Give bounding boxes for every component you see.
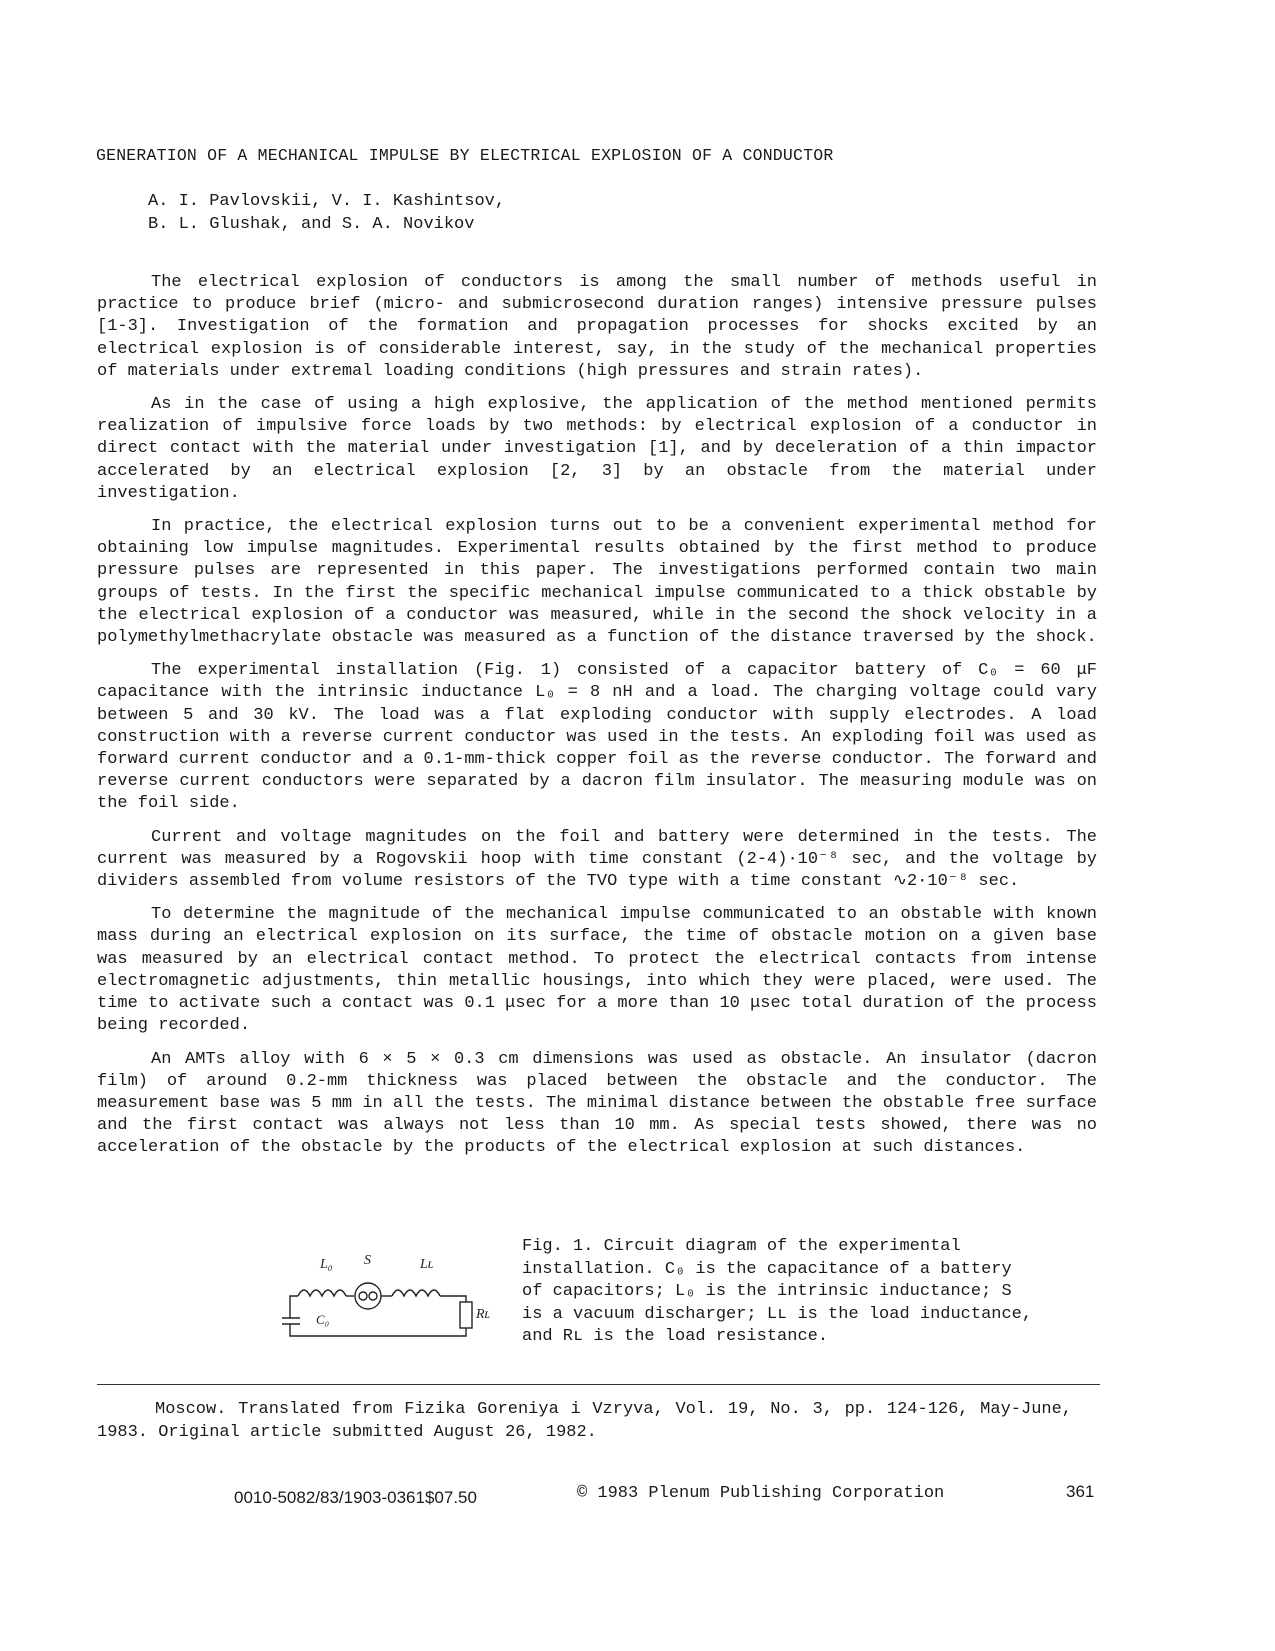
- inductor-l0: [298, 1290, 346, 1296]
- label-c0: C₀: [316, 1312, 330, 1327]
- inductor-ll: [392, 1290, 440, 1296]
- label-l0: L₀: [320, 1257, 333, 1272]
- article-code: 0010-5082/83/1903-0361$07.50: [234, 1488, 477, 1507]
- authors-line-2: B. L. Glushak, and S. A. Novikov: [148, 215, 475, 234]
- paragraph: As in the case of using a high explosive, the application of the method mentioned permits realization of impulsive force loads by two methods: by electrical explosion of a conductor in direct contact with the material under investigation [1], and by deceleration of a thin impactor accelerated by an electrical explosion [2, 3] by an obstacle from the material under investigation.: [97, 395, 1097, 503]
- label-ll: Lʟ: [420, 1257, 434, 1272]
- label-rl: Rʟ: [476, 1307, 491, 1322]
- page-number: 361: [1066, 1482, 1095, 1501]
- paragraph: The experimental installation (Fig. 1) consisted of a capacitor battery of C₀ = 60 μF capacitance with the intrinsic inductance L₀ = 8 nH and a load. The charging voltage could vary between 5 and 30 kV. The load was a flat exploding conductor with supply electrodes. A load construction with a reverse current conductor was used in the tests. An exploding foil was used as forward current conductor and a 0.1-mm-thick copper foil as the reverse conductor. The forward and reverse current conductors were separated by a dacron film insulator. The measuring module was on the foil side.: [97, 661, 1097, 814]
- paragraph: Current and voltage magnitudes on the foil and battery were determined in the tests. The current was measured by a Rogovskii hoop with time constant (2-4)·10⁻⁸ sec, and the voltage by dividers assembled from volume resistors of the TVO type with a time constant ∿2·10⁻⁸ sec.: [97, 827, 1097, 892]
- author-list: [148, 190, 505, 236]
- paragraph: The electrical explosion of conductors is among the small number of methods useful in practice to produce brief (micro- and submicrosecond duration ranges) intensive pressure pulses [1-3]. Investigation of the formation and propagation processes for shocks excited by an electrical explosion is of considerable interest, say, in the study of the mechanical properties of materials under extremal loading conditions (high pressures and strain rates).: [97, 273, 1097, 381]
- article-body: [97, 272, 1097, 1171]
- label-s: S: [364, 1253, 371, 1268]
- circuit-diagram-svg: [280, 1238, 510, 1353]
- wire-right: [440, 1296, 466, 1302]
- paragraph: In practice, the electrical explosion turns out to be a convenient experimental method for obtaining low impulse magnitudes. Experimental results obtained by the first method to produce pressure pulses are represented in this paper. The investigations performed contain two main groups of tests. In the first the specific mechanical impulse communicated to a thick obstable by the electrical explosion of a conductor was measured, while in the second the shock velocity in a polymethylmethacrylate obstacle was measured as a function of the distance traversed by the shock.: [97, 517, 1097, 648]
- discharger-electrode-left: [359, 1292, 367, 1300]
- circuit-diagram: [280, 1238, 510, 1353]
- footnote-divider: [97, 1384, 1100, 1385]
- resistor-rl: [460, 1302, 472, 1328]
- paragraph: An AMTs alloy with 6 × 5 × 0.3 cm dimensions was used as obstacle. An insulator (dacron film) of around 0.2-mm thickness was placed between the obstacle and the conductor. The measurement base was 5 mm in all the tests. The minimal distance between the obstable free surface and the first contact was always not less than 10 mm. As special tests showed, there was no acceleration of the obstacle by the products of the electrical explosion at such distances.: [97, 1049, 1097, 1158]
- figure-caption: Fig. 1. Circuit diagram of the experimental installation. C₀ is the capacitance of a battery of capacitors; L₀ is the intrinsic inductance; S is a vacuum discharger; Lʟ is the load inductance, and Rʟ is the load resistance.: [522, 1237, 1033, 1346]
- wire-left: [290, 1296, 298, 1318]
- footnote: Moscow. Translated from Fizika Goreniya i Vzryva, Vol. 19, No. 3, pp. 124-126, May-June, 1983. Original article submitted August 26, 1982.: [97, 1400, 1072, 1442]
- article-title: GENERATION OF A MECHANICAL IMPULSE BY ELECTRICAL EXPLOSION OF A CONDUCTOR: [96, 146, 834, 165]
- authors-line-1: A. I. Pavlovskii, V. I. Kashintsov,: [148, 192, 506, 211]
- paragraph: To determine the magnitude of the mechanical impulse communicated to an obstable with known mass during an electrical explosion on its surface, the time of obstacle motion on a given base was measured by an electrical contact method. To protect the electrical contacts from intense electromagnetic adjustments, thin metallic housings, into which they were placed, were used. The time to activate such a contact was 0.1 μsec for a more than 10 μsec total duration of the process being recorded.: [97, 905, 1097, 1036]
- copyright-notice: © 1983 Plenum Publishing Corporation: [577, 1484, 945, 1503]
- discharger-electrode-right: [369, 1292, 377, 1300]
